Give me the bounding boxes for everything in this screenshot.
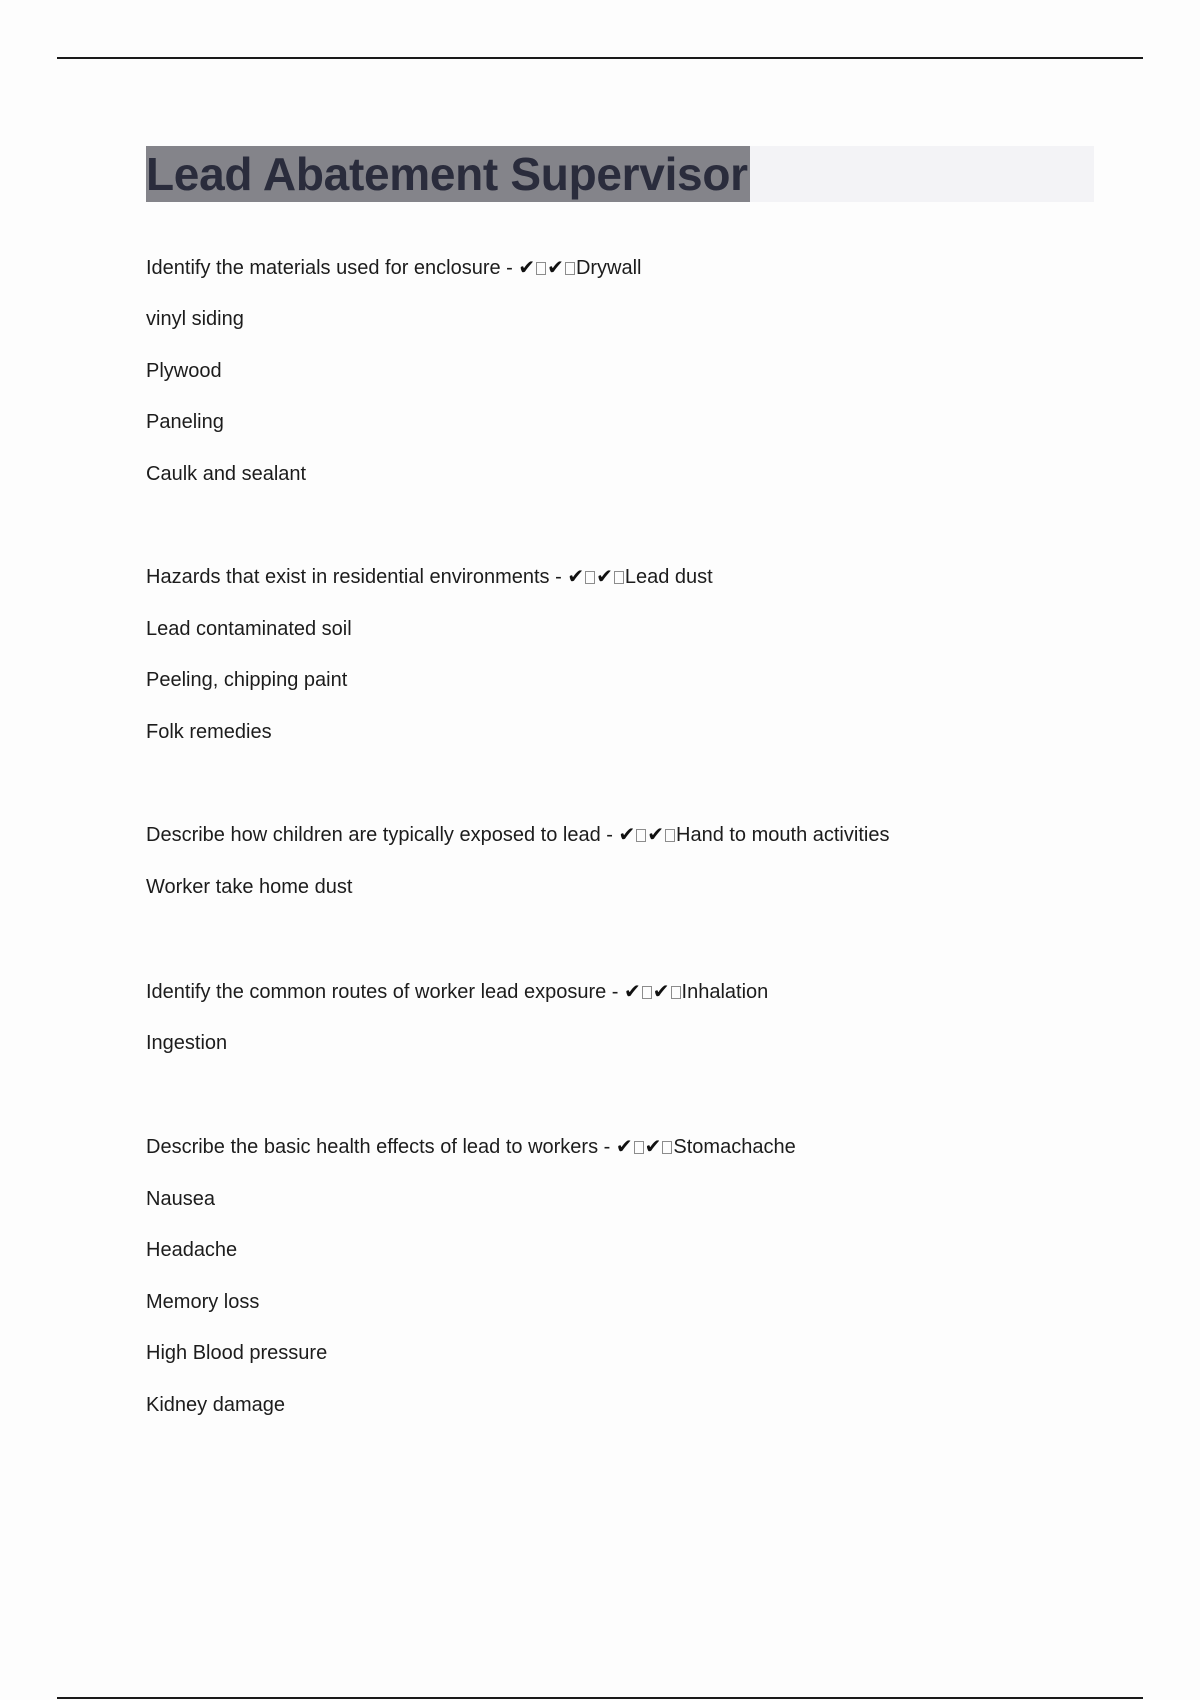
checkmark-icon: ✔ (596, 566, 613, 588)
box-icon (665, 829, 675, 842)
answer-text: Stomachache (673, 1136, 796, 1158)
answer-line: Memory loss (146, 1291, 260, 1313)
question-line (146, 823, 889, 847)
answer-text: Lead dust (624, 566, 713, 588)
question-line (146, 980, 768, 1004)
question-line (146, 256, 642, 280)
answer-text: Hand to mouth activities (676, 824, 890, 846)
checkmark-icon: ✔ (644, 1136, 662, 1158)
box-icon (536, 262, 546, 275)
answer-line: Headache (146, 1239, 238, 1261)
answer-text: Drywall (575, 257, 642, 279)
answer-line: vinyl siding (146, 308, 244, 330)
top-rule (57, 57, 1143, 59)
checkmark-icon: ✔ (615, 1136, 633, 1158)
answer-line: Peeling, chipping paint (146, 669, 348, 691)
checkmark-icon: ✔ (618, 824, 636, 846)
box-icon (634, 1141, 644, 1154)
answer-line: Plywood (146, 360, 222, 382)
checkmark-icon: ✔ (624, 981, 641, 1003)
answer-line: Ingestion (146, 1032, 228, 1054)
question-line (146, 565, 713, 589)
page-title: Lead Abatement Supervisor (146, 148, 748, 200)
bottom-rule (57, 1697, 1143, 1699)
question-text: Identify the materials used for enclosure - (146, 257, 519, 279)
answer-line: Worker take home dust (146, 876, 353, 898)
box-icon (642, 986, 652, 999)
box-icon (585, 571, 595, 584)
answer-text: Inhalation (681, 981, 769, 1003)
answer-line: Kidney damage (146, 1394, 285, 1416)
answer-line: Folk remedies (146, 721, 272, 743)
answer-line: Caulk and sealant (146, 463, 307, 485)
answer-line: Nausea (146, 1188, 215, 1210)
box-icon (662, 1141, 672, 1154)
box-icon (636, 829, 646, 842)
checkmark-icon: ✔ (518, 257, 536, 279)
box-icon (671, 986, 681, 999)
answer-line: Lead contaminated soil (146, 618, 352, 640)
question-text: Describe the basic health effects of lead to workers - (146, 1136, 616, 1158)
question-text: Identify the common routes of worker lead exposure - (146, 981, 625, 1003)
checkmark-icon: ✔ (652, 981, 670, 1003)
box-icon (565, 262, 575, 275)
question-text: Hazards that exist in residential environments - (146, 566, 568, 588)
question-line (146, 1135, 796, 1159)
box-icon (614, 571, 624, 584)
answer-line: Paneling (146, 411, 224, 433)
checkmark-icon: ✔ (547, 257, 564, 279)
question-text: Describe how children are typically exposed to lead - (146, 824, 619, 846)
checkmark-icon: ✔ (647, 824, 664, 846)
checkmark-icon: ✔ (567, 566, 585, 588)
answer-line: High Blood pressure (146, 1342, 328, 1364)
